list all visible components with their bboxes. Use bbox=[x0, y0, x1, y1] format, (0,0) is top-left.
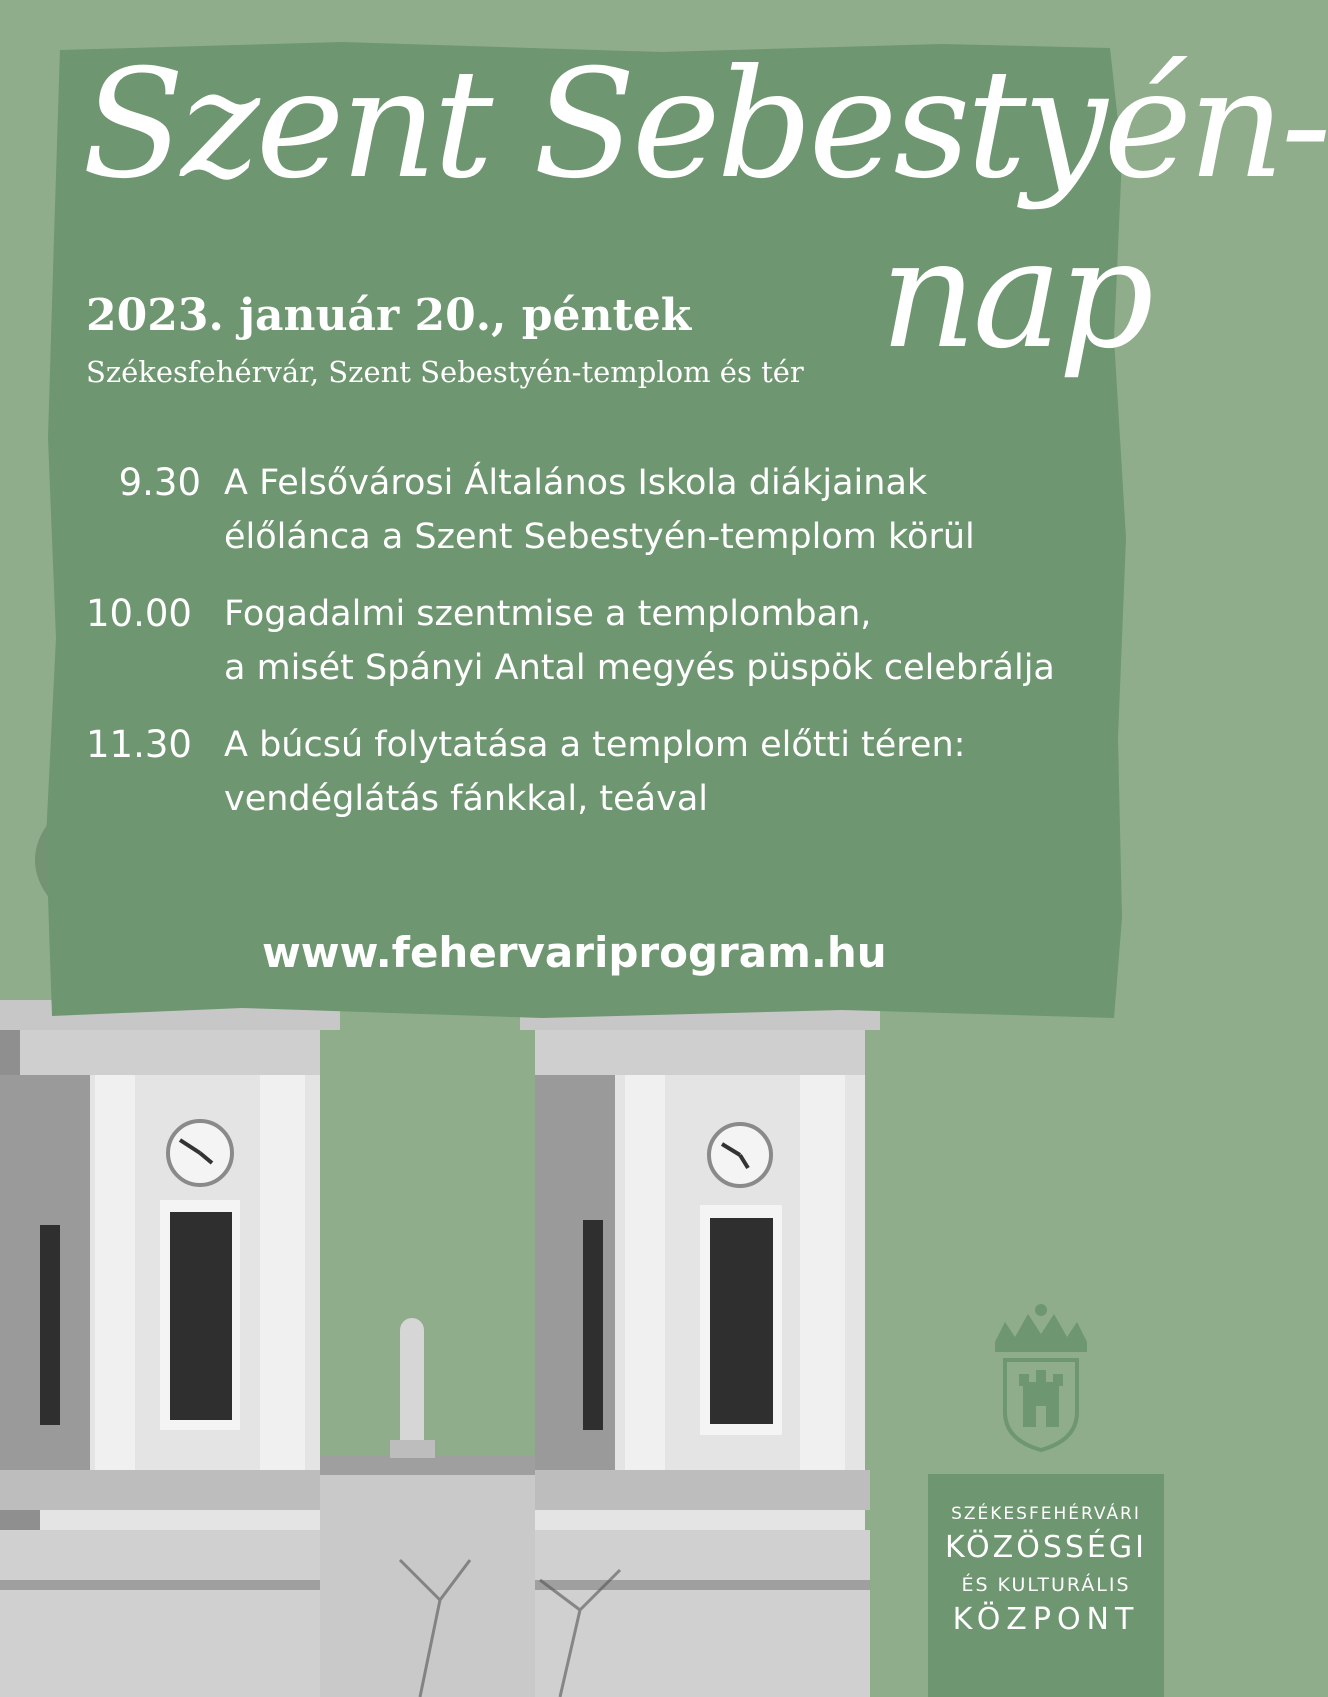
schedule-description bbox=[224, 587, 1055, 695]
schedule-time: 11.30 bbox=[86, 723, 192, 766]
schedule-description-line2: a misét Spányi Antal megyés püspök celebrálja bbox=[224, 648, 1055, 688]
schedule-description-line1: Fogadalmi szentmise a templomban, bbox=[224, 594, 872, 634]
schedule-list bbox=[86, 456, 1126, 849]
organizer-line1: SZÉKESFEHÉRVÁRI bbox=[951, 1504, 1141, 1524]
schedule-description-line1: A búcsú folytatása a templom előtti téren: bbox=[224, 725, 966, 765]
schedule-description-line1: A Felsővárosi Általános Iskola diákjainak bbox=[224, 463, 928, 503]
schedule-description-line2: vendéglátás fánkkal, teával bbox=[224, 779, 708, 819]
schedule-description bbox=[224, 456, 975, 564]
schedule-description-line2: élőlánca a Szent Sebestyén-templom körül bbox=[224, 517, 975, 557]
event-title-line2: nap bbox=[880, 208, 1151, 382]
schedule-item bbox=[86, 718, 1126, 849]
crowned-castle-shield-icon bbox=[985, 1302, 1097, 1452]
website-link[interactable]: www.fehervariprogram.hu bbox=[262, 928, 887, 977]
schedule-time: 10.00 bbox=[86, 592, 192, 635]
organizer-line4: KÖZPONT bbox=[952, 1602, 1140, 1637]
schedule-description bbox=[224, 718, 965, 826]
event-date: 2023. január 20., péntek bbox=[86, 290, 692, 341]
organizer-line2: KÖZÖSSÉGI bbox=[945, 1530, 1147, 1565]
event-title-line1: Szent Sebestyén- bbox=[82, 38, 1328, 212]
schedule-time: 9.30 bbox=[118, 461, 201, 504]
schedule-item bbox=[86, 587, 1126, 718]
organizer-logo bbox=[928, 1474, 1164, 1697]
event-place: Székesfehérvár, Szent Sebestyén-templom és tér bbox=[86, 355, 804, 389]
schedule-item bbox=[86, 456, 1126, 587]
organizer-line3: ÉS KULTURÁLIS bbox=[961, 1574, 1131, 1596]
